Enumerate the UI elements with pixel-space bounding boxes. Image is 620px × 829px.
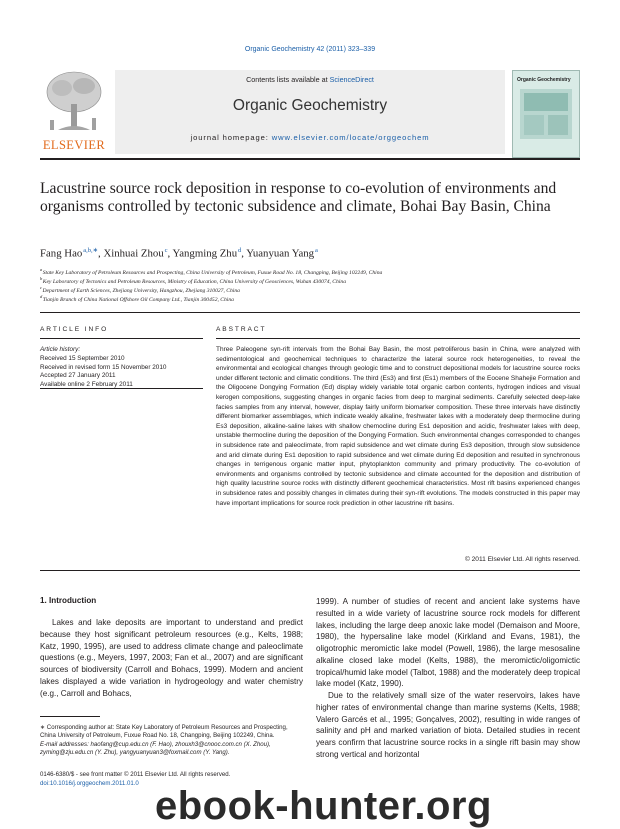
author-name[interactable]: Xinhuai Zhou xyxy=(103,247,164,260)
history-item: Received 15 September 2010 xyxy=(40,354,125,362)
affiliation-text: Department of Earth Sciences, Zhejiang University, Hangzhou, Zhejiang 310027, China xyxy=(42,287,240,294)
divider xyxy=(216,338,580,339)
divider xyxy=(40,338,203,339)
affiliation-marker: a xyxy=(40,267,43,272)
body-paragraph: 1999). A number of studies of recent and ancient lake systems have resulted in a wide variety of lacustrine source rock models for different lakes, including the large deep anoxic lake model (Demaison and Moore, 1980), the hypersaline lake model (Kirkland and Evans, 1981), the oligotrophic meromictic lake model (Powell, 1986), the large mesosaline alkaline closed lake model (Kelts, 1988), the meromictic/oligomictic tropical/humid lake model (Talbot, 1988) and the moderately deep tropical lake model (Katz, 1990). xyxy=(316,597,580,689)
divider xyxy=(40,570,580,571)
abstract-heading: ABSTRACT xyxy=(216,326,267,333)
journal-cover-thumbnail[interactable] xyxy=(512,70,580,158)
journal-citation[interactable]: Organic Geochemistry 42 (2011) 323–339 xyxy=(244,46,376,53)
issn-line: 0146-6380/$ - see front matter © 2011 Elsevier Ltd. All rights reserved. xyxy=(40,771,231,778)
author-affiliation-marker[interactable]: d xyxy=(238,247,242,254)
author-affiliation-marker[interactable]: c xyxy=(164,247,168,254)
intro-right-column xyxy=(316,596,580,761)
history-item: Received in revised form 15 November 2010 xyxy=(40,363,167,371)
watermark: ebook-hunter.org xyxy=(155,784,492,828)
history-label: Article history: xyxy=(40,346,81,353)
cover-title: Organic Geochemistry xyxy=(517,77,571,83)
homepage-prefix: journal homepage: xyxy=(190,133,272,142)
contents-prefix: Contents lists available at xyxy=(246,75,330,84)
homepage-link[interactable]: www.elsevier.com/locate/orggeochem xyxy=(271,133,430,142)
email-addresses[interactable]: E-mail addresses: haofang@cup.edu.cn (F. Hao), zhouxh3@cnooc.com.cn (X. Zhou), zyming@zju.edu.cn (Y. Zhu), yangyuanyuan3@foxmail.com (Y. Yang). xyxy=(40,740,271,757)
divider xyxy=(40,312,580,313)
history-item: Accepted 27 January 2011 xyxy=(40,372,116,380)
journal-homepage xyxy=(115,133,505,142)
author-affiliation-marker[interactable]: a,b,∗ xyxy=(83,247,99,254)
body-paragraph: Due to the relatively small size of the water reservoirs, lakes have higher rates of environmental change than marine systems (Kelts, 1988; Valero Garcés et al., 1995; Gonçalves, 2002), resulting in wide ranges of salinity and pH and marked variation of biota. Detailed studies in recent years confirm that lacustrine source rocks in a single rift basin may show strong vertical and horizontal xyxy=(316,691,580,759)
footnotes xyxy=(40,724,303,758)
affiliation-marker: b xyxy=(40,276,43,281)
footnote-rule xyxy=(40,716,100,717)
abstract-text: Three Paleogene syn-rift intervals from the Bohai Bay Basin, the most petroliferous basin in China, were analyzed with sedimentological and geochemical techniques to characterize the lateral source rock heterogeneities, to reveal the environmental and ecological changes through geologic time and to construct depositional models for lacustrine source rocks under different tectonic and climatic conditions. The third (Es3) and first (Es1) members of the Eocene Shahejie Formation and the Oligocene Dongying Formation (Ed) display widely variable total organic carbon contents, hydrogen indices and visual kerogen compositions, suggesting changes in organic facies from deep to marginal sediments. Carefully selected deep-lake facies samples from any interval, however, display fairly uniform biomarker composition. These three intervals have distinctly different biomarker assemblages, which indicate weakly alkaline, freshwater lakes with a moderately deep thermocline during Es3 deposition, alkaline-saline lakes with shallow chemocline during Es1 deposition and acidic, freshwater lakes with deep, unstable thermocline during the deposition of the Dongying Formation. Such environmental changes corresponded to changes in subsidence rate and paleoclimate, from rapid subsidence and wet climate during Es3 deposition, through slow subsidence and arid climate during Es1 deposition to rapid subsidence and wet climate during Ed deposition and resulted in synchronous changes in terrigenous organic matter input, phytoplankton community and primary productivity. The co-evolution of environments and organisms controlled by tectonic subsidence and climate accounted for the deposition and distribution of high quality lacustrine source rocks with distinctly different geochemical characteristics. Most rift basins experienced changes in subsidence rates and possibly changes in climates during their syn-rift evolutions. The models constructed in this paper may have important implications for source rock prediction in other lacustrine rift basins. xyxy=(216,346,580,507)
intro-left-column xyxy=(40,617,303,699)
sciencedirect-link[interactable]: ScienceDirect xyxy=(329,75,374,84)
body-paragraph: Lakes and lake deposits are important to understand and predict because they host significant petroleum resources (e.g., Kelts, 1988; Katz, 1990, 1995), are used to address climate change and paleoclimate questions (e.g., Meyers, 1997, 2003; Fan et al., 2007) and are significant sources of biodiversity (Carroll and Bohacs, 1999). Modern and ancient lakes displayed a wide variation in hydrogeology and water chemistry (e.g., Carroll and Bohacs, xyxy=(40,618,303,698)
author-affiliation-marker[interactable]: a xyxy=(314,247,318,254)
article-info-heading: ARTICLE INFO xyxy=(40,326,109,333)
section-heading: 1. Introduction xyxy=(40,596,97,605)
affiliation-text: Tianjin Branch of China National Offshore Oil Company Ltd., Tianjin 300452, China xyxy=(42,296,234,303)
author-name[interactable]: Yuanyuan Yang xyxy=(246,247,315,260)
elsevier-wordmark: ELSEVIER xyxy=(42,138,106,152)
author-list: Fang Hao $^{a,b,∗}$, Xinhuai Zhou $^c$, Yangming Zhu $^d$, Yuanyuan Yang $^a$ xyxy=(40,247,318,260)
affiliation-text: State Key Laboratory of Petroleum Resources and Prospecting, China University of Petroleum, Fuxue Road No. 18, Changping, Beijing 102249, China xyxy=(42,269,383,276)
cover-illustration xyxy=(516,83,576,143)
article-history xyxy=(40,346,200,390)
affiliation-text: Key Laboratory of Tectonics and Petroleum Resources, Ministry of Education, China University of Geosciences, Wuhan 430074, China xyxy=(42,278,346,285)
author-name[interactable]: Yangming Zhu xyxy=(172,247,238,260)
affiliation-marker: c xyxy=(40,285,42,290)
corresponding-author-note: ∗ Corresponding author at: State Key Laboratory of Petroleum Resources and Prospecting, China University of Petroleum, Fuxue Road No. 18, Changping, Beijing 102249, China. xyxy=(40,724,288,740)
divider xyxy=(40,388,203,389)
affiliation-marker: d xyxy=(40,294,43,299)
history-item: Available online 2 February 2011 xyxy=(40,381,133,389)
doi-link[interactable]: doi:10.1016/j.orggeochem.2011.01.0 xyxy=(40,779,139,787)
affiliation xyxy=(40,293,234,304)
article-title: Lacustrine source rock deposition in response to co-evolution of environments and organisms controlled by tectonic subsidence and climate, Bohai Bay Basin, China xyxy=(40,180,557,216)
header-rule xyxy=(40,158,580,160)
contents-line xyxy=(115,75,505,84)
author-name[interactable]: Fang Hao xyxy=(40,247,83,260)
journal-name: Organic Geochemistry xyxy=(232,97,388,114)
copyright: © 2011 Elsevier Ltd. All rights reserved. xyxy=(464,556,580,563)
